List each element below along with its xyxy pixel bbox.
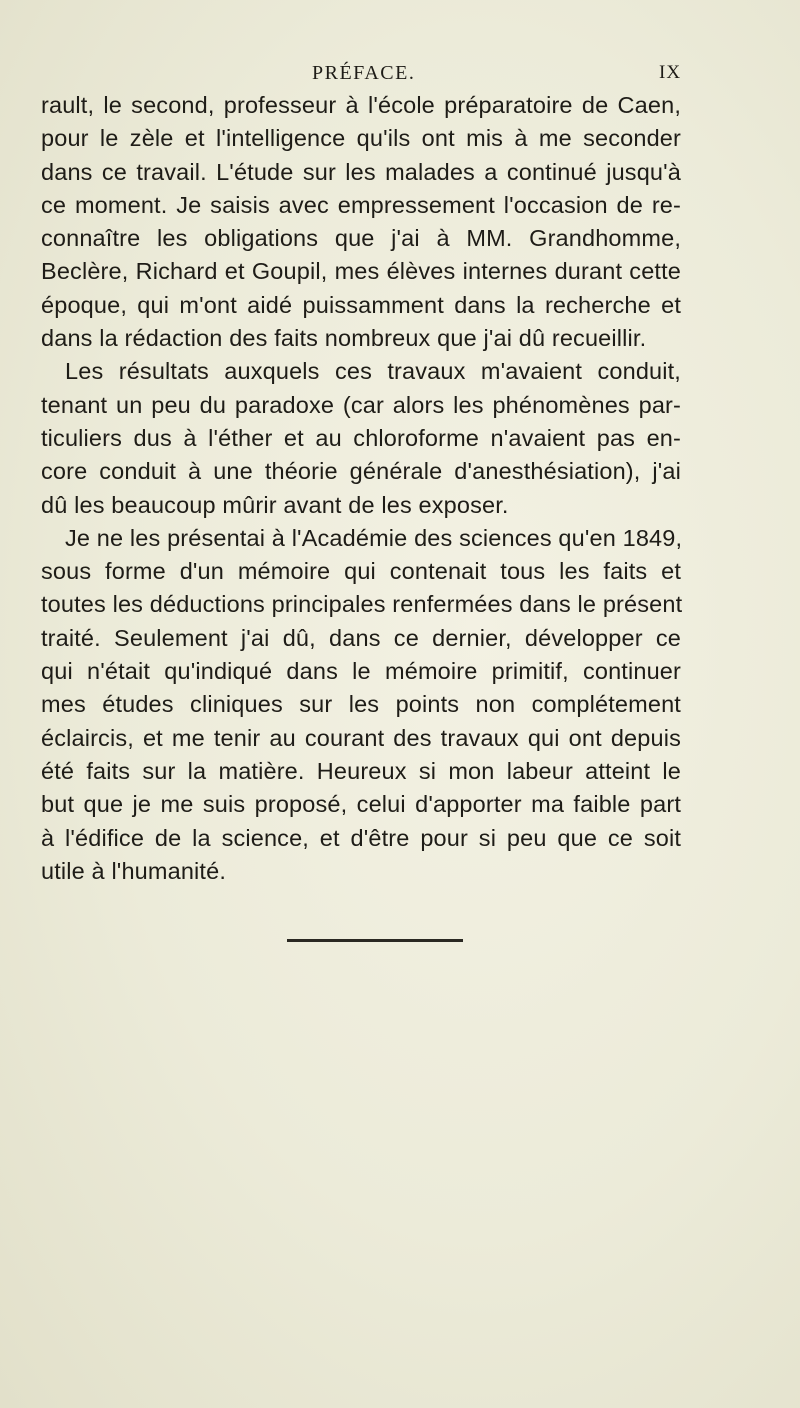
text-line: Les résultats auxquels ces travaux m'avaient conduit,	[65, 358, 681, 385]
text-line: dans ce travail. L'étude sur les malades a continué jusqu'à	[41, 158, 681, 185]
text-line: core conduit à une théorie générale d'anesthésiation), j'ai	[41, 458, 681, 485]
text-line: mes études cliniques sur les points non complétement	[41, 691, 681, 718]
text-line: éclaircis, et me tenir au courant des travaux qui ont depuis	[41, 724, 681, 751]
text-line: toutes les déductions principales renfermées dans le présent	[41, 591, 683, 618]
text-line: été faits sur la matière. Heureux si mon labeur atteint le	[41, 757, 681, 784]
text-line: pour le zèle et l'intelligence qu'ils ont mis à me seconder	[41, 125, 681, 152]
text-line: Je ne les présentai à l'Académie des sciences qu'en 1849,	[65, 524, 683, 551]
text-line: tenant un peu du paradoxe (car alors les phénomènes par-	[41, 391, 681, 418]
text-line: traité. Seulement j'ai dû, dans ce dernier, développer ce	[41, 624, 681, 651]
running-title: PRÉFACE.	[312, 62, 416, 84]
text-line: connaître les obligations que j'ai à MM. Grandhomme,	[41, 225, 681, 252]
body-text	[41, 89, 681, 888]
text-line: Beclère, Richard et Goupil, mes élèves internes durant cette	[41, 258, 681, 285]
text-line: dû les beaucoup mûrir avant de les exposer.	[41, 491, 509, 518]
end-rule	[287, 939, 463, 942]
text-line: à l'édifice de la science, et d'être pour si peu que ce soit	[41, 824, 681, 851]
text-line: ce moment. Je saisis avec empressement l'occasion de re-	[41, 191, 681, 218]
text-line: rault, le second, professeur à l'école préparatoire de Caen,	[41, 92, 681, 118]
text-line: qui n'était qu'indiqué dans le mémoire primitif, continuer	[41, 658, 681, 685]
page-header	[0, 58, 800, 88]
page-number: IX	[659, 62, 682, 83]
text-line: utile à l'humanité.	[41, 857, 226, 884]
text-line: sous forme d'un mémoire qui contenait tous les faits et	[41, 558, 681, 585]
text-line: époque, qui m'ont aidé puissamment dans la recherche et	[41, 291, 681, 318]
text-line: dans la rédaction des faits nombreux que j'ai dû recueillir.	[41, 325, 647, 352]
text-line: but que je me suis proposé, celui d'apporter ma faible part	[41, 791, 681, 818]
text-line: ticuliers dus à l'éther et au chloroforme n'avaient pas en-	[41, 424, 681, 451]
